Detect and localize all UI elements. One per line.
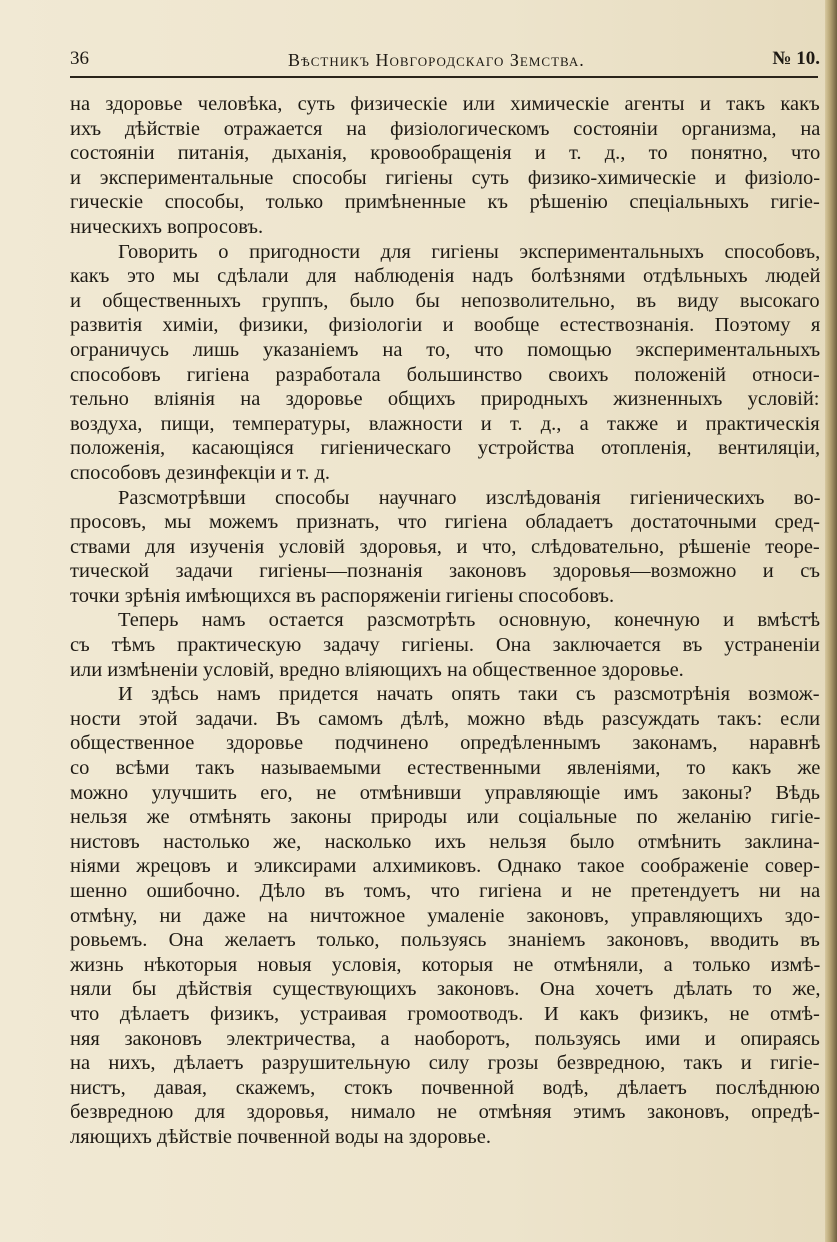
text-line: жизнь нѣкоторыя новыя условія, которыя не отмѣняли, а только измѣ-: [70, 953, 821, 976]
text-line: ровьемъ. Она желаетъ только, пользуясь знаніемъ законовъ, вводить въ: [70, 929, 820, 952]
text-line: точки зрѣнія имѣющихся въ распоряженіи гигіены способовъ.: [70, 584, 615, 607]
text-line: и общественныхъ группъ, было бы непозволительно, въ виду высокаго: [70, 289, 820, 312]
text-line: ихъ дѣйствіе отражается на физіологическомъ состояніи организма, на: [70, 117, 821, 140]
text-line: общественное здоровье подчинено опредѣленнымъ законамъ, наравнѣ: [70, 732, 821, 755]
text-line: гическіе способы, только примѣненные къ рѣшенію спеціальныхъ гигіе-: [70, 191, 820, 214]
text-line: можно улучшить его, не отмѣнивши управляющіе имъ законы? Вѣдь: [70, 781, 821, 804]
text-line: нистъ, давая, скажемъ, стокъ почвенной водѣ, дѣлаетъ послѣднюю: [70, 1076, 820, 1099]
text-line: со всѣми такъ называемыми естественными явленіями, то какъ же: [70, 757, 821, 780]
text-line: состояніи питанія, дыханія, кровообращенія и т. д., то понятно, что: [70, 142, 821, 165]
text-line: воздуха, пищи, температуры, влажности и т. д., а также и практическія: [70, 412, 820, 435]
text-line: нистовъ настолько же, насколько ихъ нельзя было отмѣнить заклина-: [70, 830, 820, 853]
text-line: няя законовъ электричества, а наоборотъ, пользуясь ими и опираясь: [70, 1027, 820, 1050]
text-line: ніями жрецовъ и эликсирами алхимиковъ. Однако такое соображеніе совер-: [70, 855, 820, 878]
text-line: просовъ, мы можемъ признать, что гигіена обладаетъ достаточными сред-: [70, 511, 821, 534]
text-line: на здоровье человѣка, суть физическіе или химическіе агенты и такъ какъ: [70, 93, 820, 115]
text-line: ляющихъ дѣйствіе почвенной воды на здоровье.: [70, 1125, 491, 1148]
page-edge: [825, 0, 837, 1242]
text-line: тической задачи гигіены—познанія законовъ здоровья—возможно и съ: [70, 560, 820, 583]
text-line: развитія химіи, физики, физіологіи и вообще естествознанія. Поэтому я: [70, 314, 821, 337]
text-line: на нихъ, дѣлаетъ разрушительную силу грозы безвредною, такъ и гигіе-: [70, 1052, 820, 1075]
journal-title: Вѣстникъ Новгородскаго Земства.: [288, 50, 585, 70]
text-line: способовъ дезинфекціи и т. д.: [70, 461, 330, 484]
text-line: что дѣлаетъ физикъ, устраивая громоотводъ. И какъ физикъ, не отмѣ-: [70, 1002, 820, 1025]
text-line: или измѣненіи условій, вредно вліяющихъ на общественное здоровье.: [70, 658, 684, 681]
text-line: ническихъ вопросовъ.: [70, 215, 264, 238]
text-line: отмѣну, ни даже на ничтожное умаленіе законовъ, управляющихъ здо-: [70, 904, 820, 927]
text-line: и экспериментальные способы гигіены суть физико-химическіе и физіоло-: [70, 166, 821, 189]
text-line: И здѣсь намъ придется начать опять таки съ разсмотрѣнія возмож-: [118, 683, 820, 706]
text-line: ности этой задачи. Въ самомъ дѣлѣ, можно вѣдь разсуждать такъ: если: [70, 707, 821, 730]
text-line: съ тѣмъ практическую задачу гигіены. Она заключается въ устраненіи: [70, 634, 820, 657]
header-rule: [70, 76, 818, 78]
text-line: Говорить о пригодности для гигіены экспериментальныхъ способовъ,: [118, 240, 821, 263]
text-line: безвредною для здоровья, нимало не отмѣняя этимъ законовъ, опредѣ-: [70, 1101, 820, 1124]
text-line: какъ это мы сдѣлали для наблюденія надъ болѣзнями отдѣльныхъ людей: [70, 265, 821, 288]
text-line: тельно вліянія на здоровье общихъ природныхъ жизненныхъ условій:: [70, 388, 820, 411]
page-number: 36: [70, 48, 89, 69]
running-header: [70, 44, 820, 76]
text-line: положенія, касающіяся гигіеническаго устройства отопленія, вентиляціи,: [70, 437, 821, 460]
issue-number: № 10.: [772, 48, 820, 69]
text-line: способовъ гигіена разработала большинство своихъ положеній относи-: [70, 363, 820, 386]
text-line: Теперь намъ остается разсмотрѣть основную, конечную и вмѣстѣ: [118, 609, 821, 632]
text-line: Разсмотрѣвши способы научнаго изслѣдованія гигіеническихъ во-: [118, 486, 821, 509]
text-line: шенно ошибочно. Дѣло въ томъ, что гигіена и не претендуетъ ни на: [70, 880, 821, 902]
text-line: ограничусь лишь указаніемъ на то, что помощью экспериментальныхъ: [70, 338, 821, 361]
text-line: няли бы дѣйствія существующихъ законовъ. Она хочетъ дѣлать то же,: [70, 978, 821, 1001]
text-line: нельзя же отмѣнять законы природы или соціальные по желанію гигіе-: [70, 806, 821, 829]
text-line: ствами для изученія условій здоровья, и что, слѣдовательно, рѣшеніе теоре-: [70, 535, 820, 558]
body-text: [70, 92, 820, 1150]
